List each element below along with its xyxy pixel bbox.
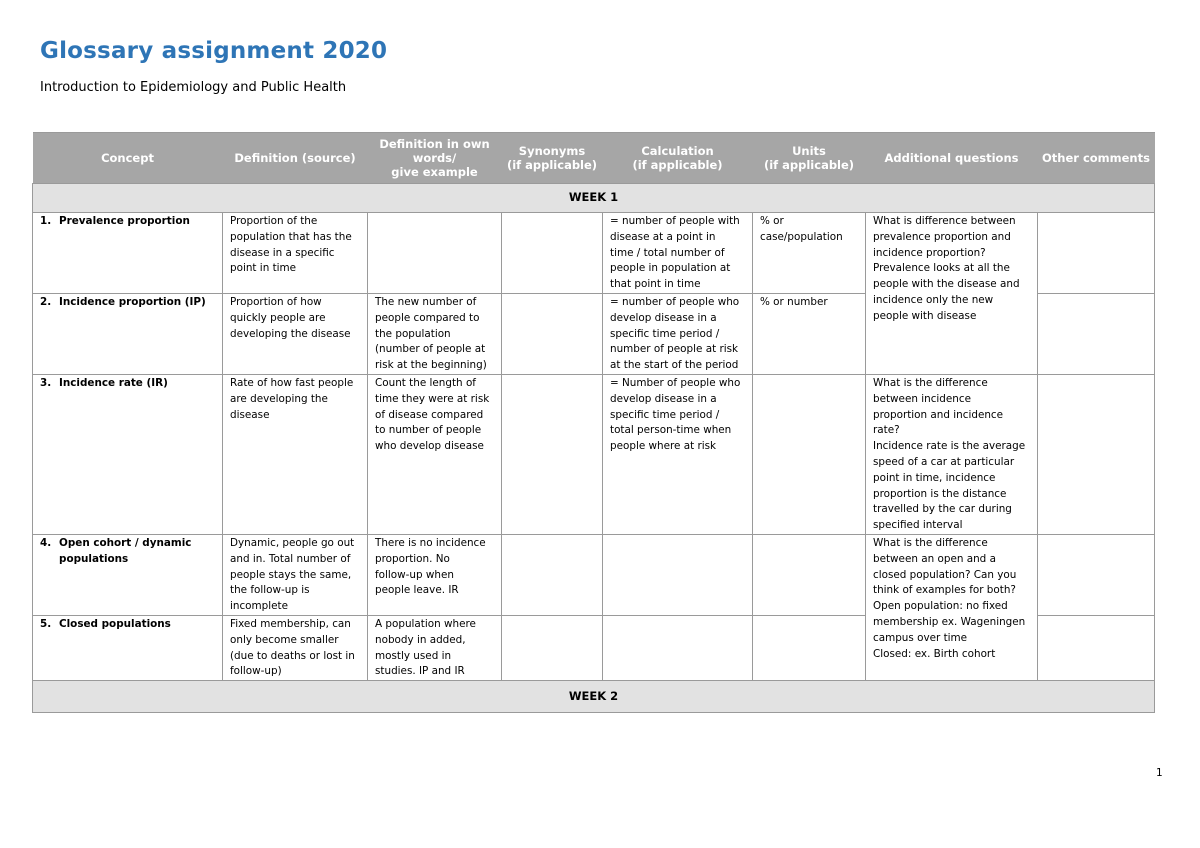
definition-own-cell	[368, 534, 502, 615]
other-comments-cell	[1038, 374, 1155, 534]
text-line: people in population at	[610, 262, 731, 275]
text-line: disease	[230, 408, 270, 421]
text-line: developing the disease	[230, 327, 351, 340]
text-line: speed of a car at particular	[873, 455, 1015, 468]
text-line: think of examples for both?	[873, 584, 1016, 597]
concept-number: 1.	[40, 215, 52, 227]
other-comments-cell	[1038, 615, 1155, 680]
definition-source-cell	[223, 534, 368, 615]
text-line: the follow-up is	[230, 584, 310, 597]
concept-cell	[33, 293, 223, 374]
text-line: point in time	[230, 262, 297, 275]
text-line: develop disease in a	[610, 392, 717, 405]
text-line: % or	[760, 215, 784, 227]
header-calculation-line: (if applicable)	[632, 158, 723, 172]
table-row	[33, 534, 1155, 615]
text-line: and in. Total number of	[230, 552, 351, 565]
header-concept: Concept	[33, 133, 223, 184]
units-cell	[753, 374, 866, 534]
header-units-line: (if applicable)	[763, 158, 855, 172]
definition-source-cell	[223, 374, 368, 534]
definition-source-cell	[223, 615, 368, 680]
text-line: point in time, incidence	[873, 471, 996, 484]
text-line: at the start of the period	[610, 359, 739, 372]
text-line: between incidence	[873, 392, 971, 405]
header-definition-own-line: give example	[391, 165, 478, 179]
text-line: to number of people	[375, 424, 482, 437]
text-line: people leave. IR	[375, 584, 459, 597]
document-subtitle: Introduction to Epidemiology and Public Health	[40, 80, 347, 95]
text-line: people with disease	[873, 309, 977, 322]
text-line: = number of people with	[610, 215, 740, 227]
text-line: = number of people who	[610, 295, 740, 308]
text-line: specific time period /	[610, 327, 720, 340]
header-definition-own-line: Definition in own	[379, 137, 490, 151]
text-line: studies. IP and IR	[375, 665, 465, 678]
units-cell	[753, 615, 866, 680]
definition-source-cell	[223, 293, 368, 374]
text-line: incomplete	[230, 600, 289, 613]
text-line: proportion. No	[375, 552, 450, 565]
text-line: are developing the	[230, 392, 328, 405]
text-line: campus over time	[873, 631, 968, 644]
text-line: that point in time	[610, 278, 701, 291]
text-line: specific time period /	[610, 408, 720, 421]
text-line: risk at the beginning)	[375, 359, 487, 372]
synonyms-cell	[502, 615, 603, 680]
text-line: of disease compared	[375, 408, 484, 421]
synonyms-cell	[502, 534, 603, 615]
text-line: Count the length of	[375, 376, 476, 389]
text-line: A population where	[375, 617, 476, 630]
text-line: disease at a point in	[610, 230, 716, 243]
text-line: the population	[375, 327, 451, 340]
text-line: time / total number of	[610, 246, 725, 259]
calculation-cell	[603, 374, 753, 534]
text-line: prevalence proportion and	[873, 230, 1011, 243]
text-line: What is the difference	[873, 376, 988, 389]
synonyms-cell	[502, 213, 603, 294]
text-line: people with the disease and	[873, 278, 1020, 291]
concept-cell	[33, 213, 223, 294]
table-row	[33, 213, 1155, 294]
text-line: travelled by the car during	[873, 503, 1012, 516]
concept-label	[59, 536, 191, 568]
text-line: (number of people at	[375, 343, 486, 356]
text-line: closed population? Can you	[873, 568, 1017, 581]
other-comments-cell	[1038, 213, 1155, 294]
text-line: follow-up when	[375, 568, 454, 581]
week-row	[33, 681, 1155, 713]
concept-label: Incidence rate (IR)	[59, 376, 168, 389]
calculation-cell	[603, 213, 753, 294]
text-line: quickly people are	[230, 311, 326, 324]
week-1-label: WEEK 1	[33, 184, 1155, 213]
text-line: total person-time when	[610, 424, 732, 437]
concept-cell	[33, 615, 223, 680]
glossary-table	[32, 132, 1155, 713]
concept-number: 2.	[40, 295, 52, 308]
text-line: There is no incidence	[375, 536, 486, 549]
concept-label: Prevalence proportion	[59, 215, 190, 227]
text-line: time they were at risk	[375, 392, 490, 405]
text-line: specified interval	[873, 519, 963, 532]
text-line: Incidence rate is the average	[873, 440, 1026, 453]
text-line: follow-up)	[230, 665, 282, 678]
units-cell	[753, 534, 866, 615]
week-row	[33, 184, 1155, 213]
text-line: Rate of how fast people	[230, 376, 354, 389]
text-line: develop disease in a	[610, 311, 717, 324]
text-line: people where at risk	[610, 440, 717, 453]
text-line: Open population: no fixed	[873, 600, 1008, 613]
text-line: What is the difference	[873, 536, 988, 549]
header-other-comments: Other comments	[1038, 133, 1155, 184]
text-line: Proportion of the	[230, 215, 318, 227]
table-row	[33, 374, 1155, 534]
text-line: Prevalence looks at all the	[873, 262, 1010, 275]
header-units-line: Units	[792, 144, 826, 158]
header-calculation	[603, 133, 753, 184]
text-line: case/population	[760, 230, 843, 243]
text-line: rate?	[873, 424, 900, 437]
page-number: 1	[1156, 767, 1163, 779]
header-definition-source: Definition (source)	[223, 133, 368, 184]
concept-number: 5.	[40, 617, 52, 630]
concept-cell	[33, 374, 223, 534]
text-line: only become smaller	[230, 633, 339, 646]
header-units	[753, 133, 866, 184]
concept-number: 3.	[40, 376, 52, 389]
text-line: population that has the	[230, 230, 352, 243]
text-line: number of people at risk	[610, 343, 739, 356]
text-line: incidence only the new	[873, 293, 994, 306]
text-line: proportion and incidence	[873, 408, 1004, 421]
definition-own-cell	[368, 293, 502, 374]
text-line: disease in a specific	[230, 246, 335, 259]
text-line: Fixed membership, can	[230, 617, 351, 630]
additional-questions-cell	[866, 213, 1038, 375]
text-line: membership ex. Wageningen	[873, 615, 1026, 628]
definition-own-cell	[368, 374, 502, 534]
header-synonyms-line: Synonyms	[518, 144, 586, 158]
text-line: Dynamic, people go out	[230, 536, 355, 549]
text-line: What is difference between	[873, 215, 1016, 227]
additional-questions-cell	[866, 374, 1038, 534]
text-line: = Number of people who	[610, 376, 741, 389]
text-line: Proportion of how	[230, 295, 322, 308]
synonyms-cell	[502, 374, 603, 534]
text-line: between an open and a	[873, 552, 996, 565]
definition-source-cell	[223, 213, 368, 294]
units-cell	[753, 213, 866, 294]
calculation-cell	[603, 534, 753, 615]
text-line: mostly used in	[375, 649, 452, 662]
text-line: (due to deaths or lost in	[230, 649, 355, 662]
concept-label-line: Open cohort / dynamic	[59, 536, 192, 549]
header-definition-own	[368, 133, 502, 184]
text-line: proportion is the distance	[873, 487, 1007, 500]
text-line: Closed: ex. Birth cohort	[873, 647, 996, 660]
concept-label-line: populations	[59, 552, 129, 565]
text-line: people compared to	[375, 311, 480, 324]
concept-number: 4.	[40, 536, 52, 549]
calculation-cell	[603, 615, 753, 680]
header-synonyms-line: (if applicable)	[506, 158, 598, 172]
concept-label: Incidence proportion (IP)	[59, 295, 206, 308]
text-line: people stays the same,	[230, 568, 352, 581]
other-comments-cell	[1038, 534, 1155, 615]
synonyms-cell	[502, 293, 603, 374]
definition-own-cell	[368, 615, 502, 680]
document-title: Glossary assignment 2020	[40, 38, 388, 64]
header-synonyms	[502, 133, 603, 184]
additional-questions-cell	[866, 534, 1038, 680]
concept-cell	[33, 534, 223, 615]
text-line: % or number	[760, 295, 828, 308]
text-line: incidence proportion?	[873, 246, 986, 259]
concept-label: Closed populations	[59, 617, 171, 630]
header-row	[33, 133, 1155, 184]
header-calculation-line: Calculation	[641, 144, 714, 158]
header-additional-questions: Additional questions	[866, 133, 1038, 184]
calculation-cell	[603, 293, 753, 374]
units-cell	[753, 293, 866, 374]
text-line: who develop disease	[375, 440, 484, 453]
other-comments-cell	[1038, 293, 1155, 374]
definition-own-cell	[368, 213, 502, 294]
text-line: nobody in added,	[375, 633, 466, 646]
week-2-label: WEEK 2	[33, 681, 1155, 713]
header-definition-own-line: words/	[412, 151, 457, 165]
text-line: The new number of	[375, 295, 477, 308]
